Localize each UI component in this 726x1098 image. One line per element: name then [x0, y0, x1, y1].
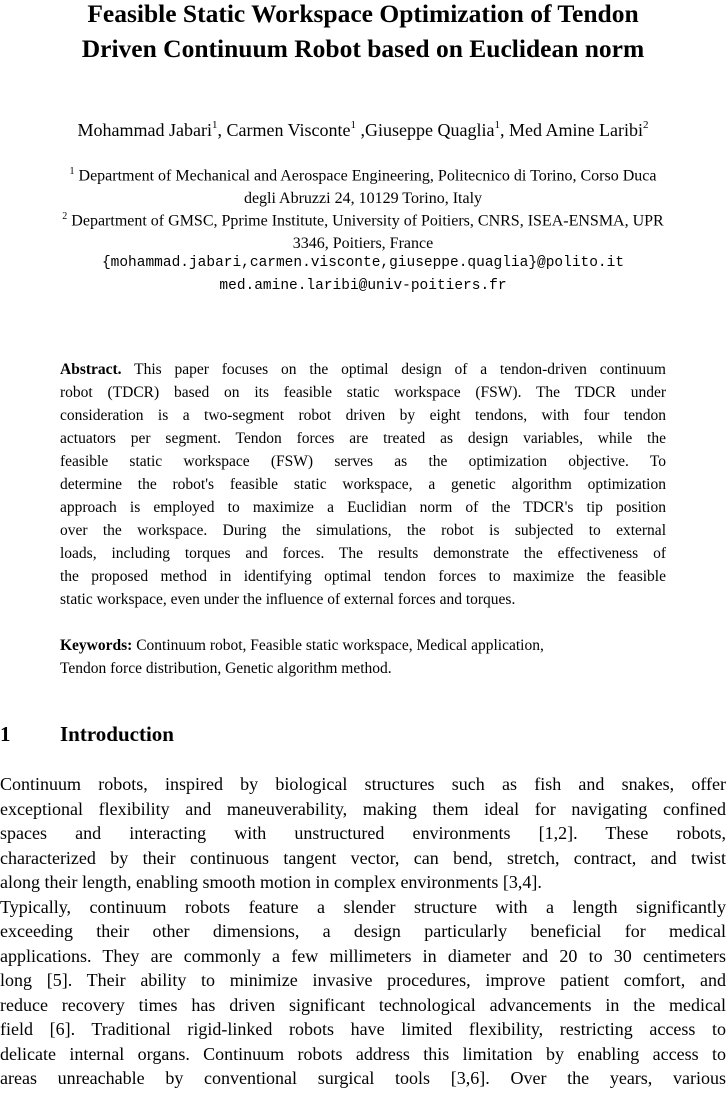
abstract-line: over the workspace. During the simulations, the robot is subjected to external [60, 522, 666, 539]
author-name: Giuseppe Quaglia [365, 120, 495, 140]
intro-line: Continuum robots, inspired by biological structures such as fish and snakes, offer [0, 774, 726, 794]
abstract-line: the proposed method in identifying optimal tendon forces to maximize the feasible [60, 568, 666, 585]
intro-line: applications. They are commonly a few millimeters in diameter and 20 to 30 centimeters [0, 945, 726, 966]
abstract-line: robot (TDCR) based on its feasible static workspace (FSW). The TDCR under [60, 384, 666, 401]
author-name: Carmen Visconte [226, 120, 351, 140]
abstract-line: actuators per segment. Tendon forces are treated as design variables, while the [60, 430, 666, 447]
intro-line: field [6]. Traditional rigid-linked robots have limited flexibility, restricting access to [0, 1019, 726, 1039]
email-polito[interactable]: {mohammad.jabari,carmen.visconte,giuseppe.quaglia}@polito.it [101, 255, 625, 271]
abstract-line: approach is employed to maximize a Euclidian norm of the TDCR's tip position [60, 499, 666, 516]
keywords-line: Tendon force distribution, Genetic algorithm method. [60, 660, 392, 677]
affiliation-line: degli Abruzzi 24, 10129 Torino, Italy [243, 190, 483, 208]
affiliation-mark: 2 [62, 211, 68, 222]
intro-line: delicate internal organs. Continuum robots address this limitation by enabling access to [0, 1043, 726, 1064]
intro-line: long [5]. Their ability to minimize invasive procedures, improve patient comfort, and [0, 970, 726, 990]
section-title: Introduction [60, 722, 174, 746]
intro-line: reduce recovery times has driven significant technological advancements in the medical [0, 994, 726, 1015]
author-list [0, 114, 726, 142]
abstract-line: consideration is a two-segment robot driven by eight tendons, with four tendon [60, 407, 666, 424]
author-separator: , [356, 120, 366, 140]
affiliation-line: $^1$ Department of Mechanical and Aerospace Engineering, Politecnico di Torino, Corso Duca [69, 166, 657, 185]
intro-line: exceptional flexibility and maneuverability, making them ideal for navigating confined [0, 798, 726, 819]
author-name: Med Amine Laribi [509, 120, 643, 140]
abstract [60, 358, 666, 611]
author-affiliation-mark: 1 [350, 119, 357, 131]
intro-line: characterized by their continuous tangent vector, can bend, stretch, contract, and twist [0, 847, 726, 868]
affiliation-line: $^2$ Department of GMSC, Pprime Institute, University of Poitiers, CNRS, ISEA-ENSMA, UPR [62, 211, 664, 230]
intro-line: spaces and interacting with unstructured environments [1,2]. These robots, [0, 823, 726, 843]
abstract-line: loads, including torques and forces. The results demonstrate the effectiveness of [60, 545, 666, 562]
title-line-1: Feasible Static Workspace Optimization of Tendon [87, 0, 639, 28]
email-poitiers[interactable]: med.amine.laribi@univ-poitiers.fr [219, 278, 507, 294]
affiliation-2 [0, 205, 726, 255]
author-name: Mohammad Jabari [77, 120, 212, 140]
intro-line: along their length, enabling smooth motion in complex environments [3,4]. [0, 872, 542, 892]
abstract-line: static workspace, even under the influence of external forces and torques. [60, 591, 516, 608]
affiliation-1 [0, 160, 726, 210]
introduction-body [0, 772, 726, 1091]
author-affiliation-mark: 2 [642, 119, 649, 131]
section-number: 1 [0, 722, 11, 746]
title-line-2: Driven Continuum Robot based on Euclidean norm [81, 34, 645, 63]
intro-line: Typically, continuum robots feature a slender structure with a length significantly [0, 896, 726, 917]
keywords-line: Keywords: Continuum robot, Feasible static workspace, Medical application, [60, 637, 544, 654]
intro-line: exceeding their other dimensions, a design particularly beneficial for medical [0, 921, 726, 941]
author-separator: , [217, 120, 227, 140]
abstract-line: feasible static workspace (FSW) serves as the optimization objective. To [60, 453, 666, 470]
paper-title [0, 0, 726, 66]
keywords [60, 634, 666, 680]
author-affiliation-mark: 1 [211, 119, 218, 131]
abstract-line: determine the robot's feasible static workspace, a genetic algorithm optimization [60, 476, 666, 493]
affiliation-line: 3346, Poitiers, France [292, 235, 434, 253]
abstract-line: Abstract. This paper focuses on the optimal design of a tendon-driven continuum [60, 361, 666, 378]
intro-line: areas unreachable by conventional surgical tools [3,6]. Over the years, various [0, 1068, 726, 1088]
affiliation-mark: 1 [69, 166, 75, 177]
author-separator: , [500, 120, 509, 140]
abstract-label: Abstract. [60, 361, 122, 378]
author-affiliation-mark: 1 [494, 119, 500, 131]
keywords-label: Keywords: [60, 637, 133, 654]
